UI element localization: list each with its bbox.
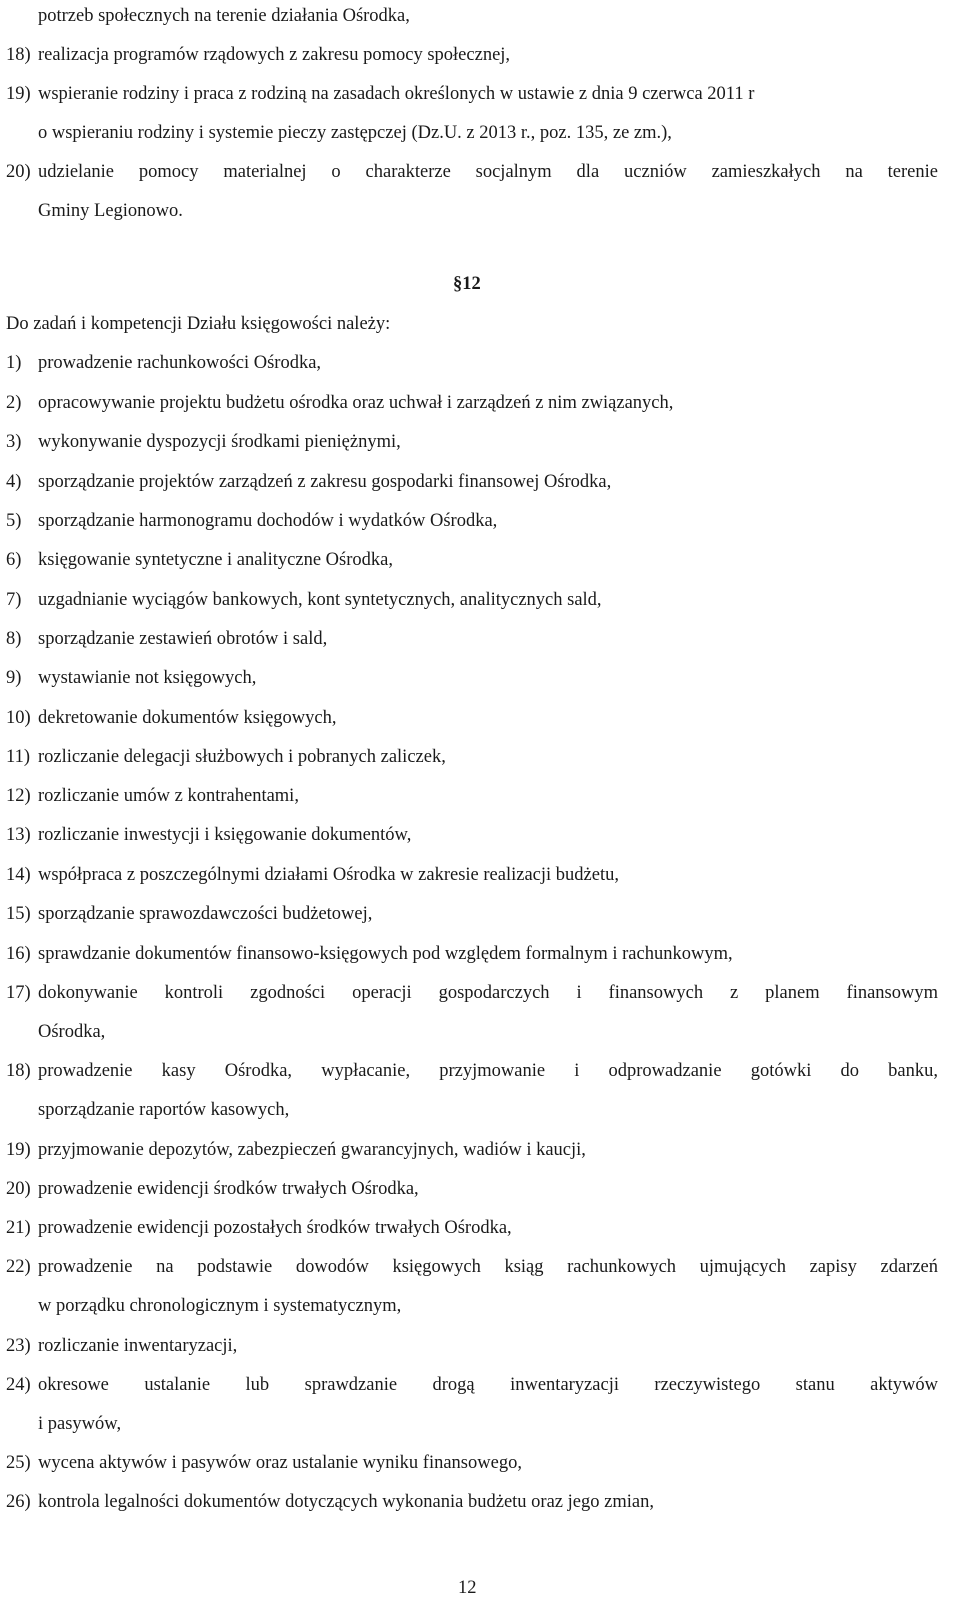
list-item-text: uzgadnianie wyciągów bankowych, kont syntetycznych, analitycznych sald, [38,590,602,610]
list-item-number: 25) [6,1453,31,1473]
list-item-text: opracowywanie projektu budżetu ośrodka oraz uchwał i zarządzeń z nim związanych, [38,393,674,413]
list-item-continuation: sporządzanie raportów kasowych, [38,1100,290,1120]
list-item-number: 4) [6,472,22,492]
list-item-continuation: Ośrodka, [38,1022,106,1042]
list-item-text: sporządzanie sprawozdawczości budżetowej, [38,904,373,924]
list-item-number: 19) [6,1140,31,1160]
list-item-number: 12) [6,786,31,806]
list-item-number: 21) [6,1218,31,1238]
list-item-text: rozliczanie umów z kontrahentami, [38,786,299,806]
list-item-text: realizacja programów rządowych z zakresu pomocy społecznej, [38,45,511,65]
list-item-text: rozliczanie inwentaryzacji, [38,1336,238,1356]
list-item-text: wycena aktywów i pasywów oraz ustalanie wyniku finansowego, [38,1453,522,1473]
page-number: 12 [458,1578,477,1598]
list-item-text: wystawianie not księgowych, [38,668,257,688]
list-item-number: 11) [6,747,30,767]
list-item-number: 17) [6,983,31,1003]
list-item-continuation: Gminy Legionowo. [38,201,183,221]
list-item-number: 8) [6,629,22,649]
list-item-continuation: o wspieraniu rodziny i systemie pieczy zastępczej (Dz.U. z 2013 r., poz. 135, ze zm.), [38,123,672,143]
list-item-text: sprawdzanie dokumentów finansowo-księgowych pod względem formalnym i rachunkowym, [38,944,733,964]
section-intro: Do zadań i kompetencji Działu księgowości należy: [6,314,391,334]
list-item-number: 15) [6,904,31,924]
list-item-text: udzielanie pomocy materialnej o charakterze socjalnym dla uczniów zamieszkałych na terenie [38,162,938,182]
list-item-number: 26) [6,1492,31,1512]
list-item-number: 22) [6,1257,31,1277]
list-item-number: 23) [6,1336,31,1356]
list-item-text: kontrola legalności dokumentów dotyczących wykonania budżetu oraz jego zmian, [38,1492,654,1512]
list-item-text: sporządzanie zestawień obrotów i sald, [38,629,328,649]
list-item-text: wykonywanie dyspozycji środkami pieniężnymi, [38,432,401,452]
list-item-number: 19) [6,84,31,104]
list-item-number: 1) [6,353,22,373]
list-item-number: 24) [6,1375,31,1395]
list-item-text: księgowanie syntetyczne i analityczne Ośrodka, [38,550,393,570]
list-item-number: 7) [6,590,22,610]
list-item-number: 6) [6,550,22,570]
list-item-text: rozliczanie delegacji służbowych i pobranych zaliczek, [38,747,446,767]
list-item-text: prowadzenie kasy Ośrodka, wypłacanie, przyjmowanie i odprowadzanie gotówki do banku, [38,1061,938,1081]
list-item-number: 13) [6,825,31,845]
list-item-continuation: w porządku chronologicznym i systematycznym, [38,1296,402,1316]
list-item-number: 18) [6,45,31,65]
list-item-text: sporządzanie projektów zarządzeń z zakresu gospodarki finansowej Ośrodka, [38,472,612,492]
list-item-number: 5) [6,511,22,531]
list-item-text: przyjmowanie depozytów, zabezpieczeń gwarancyjnych, wadiów i kaucji, [38,1140,586,1160]
list-item-text: prowadzenie ewidencji pozostałych środków trwałych Ośrodka, [38,1218,512,1238]
list-item-text: sporządzanie harmonogramu dochodów i wydatków Ośrodka, [38,511,498,531]
list-item-text: okresowe ustalanie lub sprawdzanie drogą inwentaryzacji rzeczywistego stanu aktywów [38,1375,938,1395]
list-item-number: 20) [6,1179,31,1199]
list-item-text: prowadzenie na podstawie dowodów księgowych ksiąg rachunkowych ujmujących zapisy zdarzeń [38,1257,938,1277]
list-item-continuation: i pasywów, [38,1414,122,1434]
list-item-number: 3) [6,432,22,452]
list-item-text: prowadzenie ewidencji środków trwałych Ośrodka, [38,1179,419,1199]
list-item-number: 10) [6,708,31,728]
list-item-number: 2) [6,393,22,413]
list-item-number: 9) [6,668,22,688]
section-heading: §12 [453,274,481,294]
list-item-text: dekretowanie dokumentów księgowych, [38,708,337,728]
list-item-text: rozliczanie inwestycji i księgowanie dokumentów, [38,825,412,845]
list-item-number: 16) [6,944,31,964]
list-item-text: wspieranie rodziny i praca z rodziną na zasadach określonych w ustawie z dnia 9 czerwca 2011 r [38,84,755,104]
list-item-text: prowadzenie rachunkowości Ośrodka, [38,353,322,373]
list-item-text: dokonywanie kontroli zgodności operacji gospodarczych i finansowych z planem finansowym [38,983,938,1003]
continuation-text: potrzeb społecznych na terenie działania Ośrodka, [38,6,410,26]
list-item-number: 18) [6,1061,31,1081]
list-item-text: współpraca z poszczególnymi działami Ośrodka w zakresie realizacji budżetu, [38,865,619,885]
list-item-number: 14) [6,865,31,885]
list-item-number: 20) [6,162,31,182]
